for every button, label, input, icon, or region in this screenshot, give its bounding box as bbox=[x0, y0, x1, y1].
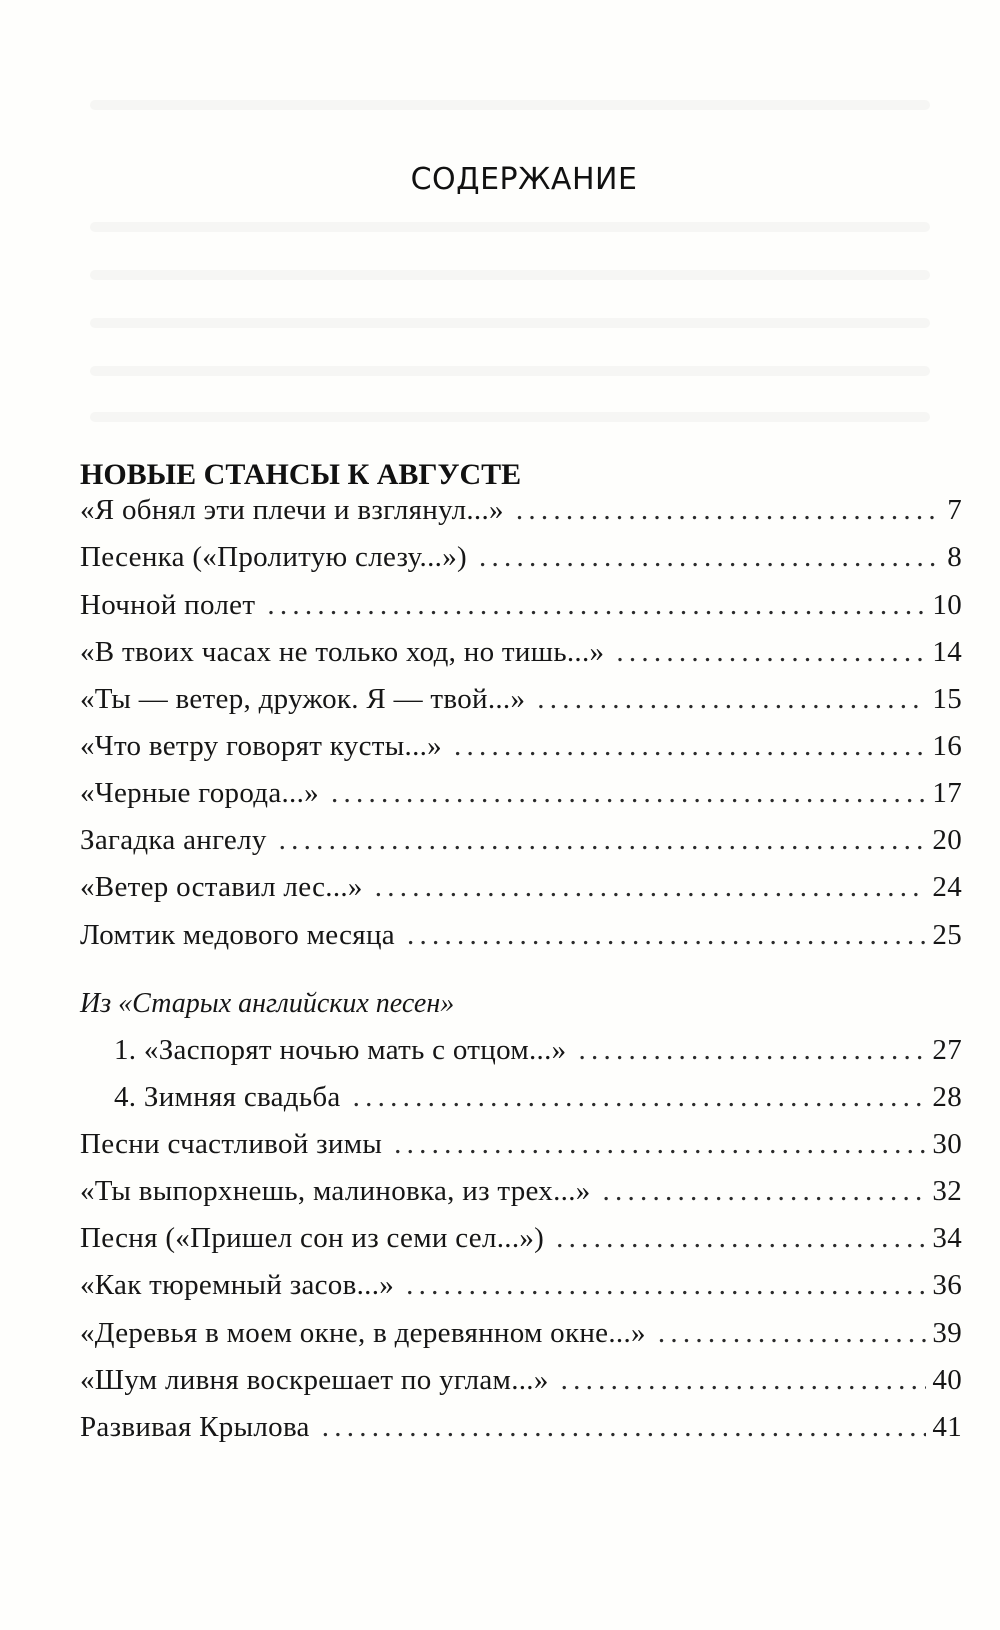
toc-entry[interactable] bbox=[80, 824, 962, 864]
dot-leader bbox=[561, 1364, 927, 1397]
toc-entry-title: Песни счастливой зимы bbox=[80, 1128, 383, 1160]
toc-entry[interactable] bbox=[80, 871, 962, 911]
dot-leader bbox=[603, 1175, 927, 1208]
toc-entry-page: 41 bbox=[932, 1411, 962, 1443]
subsection-heading: Из «Старых английских песен» bbox=[80, 988, 455, 1019]
toc-entry-title: Песня («Пришел сон из семи сел...») bbox=[80, 1222, 545, 1254]
toc-entry-page: 34 bbox=[932, 1222, 962, 1254]
toc-entry-page: 7 bbox=[947, 494, 962, 526]
toc-entry[interactable] bbox=[80, 919, 962, 959]
toc-entry-title: 1. «Заспорят ночью мать с отцом...» bbox=[114, 1034, 567, 1066]
toc-entry[interactable] bbox=[80, 730, 962, 770]
toc-entry-page: 28 bbox=[932, 1081, 962, 1113]
toc-entry-title: «Как тюремный засов...» bbox=[80, 1269, 395, 1301]
toc-entry-title: «Что ветру говорят кусты...» bbox=[80, 730, 442, 762]
toc-entry-title: Ночной полет bbox=[80, 589, 256, 621]
toc-entry-title: Песенка («Пролитую слезу...») bbox=[80, 541, 467, 573]
toc-entry[interactable] bbox=[80, 1317, 962, 1357]
dot-leader bbox=[537, 683, 926, 716]
page-title: СОДЕРЖАНИЕ bbox=[410, 162, 638, 197]
toc-entry-title: «Ты выпорхнешь, малиновка, из трех...» bbox=[80, 1175, 591, 1207]
toc-entry[interactable] bbox=[80, 1364, 962, 1404]
toc-entry-page: 14 bbox=[932, 636, 962, 668]
toc-entry-page: 36 bbox=[932, 1269, 962, 1301]
dot-leader bbox=[616, 636, 926, 669]
toc-entry-page: 40 bbox=[932, 1364, 962, 1396]
dot-leader bbox=[454, 730, 926, 763]
toc-entry-title: «Черные города...» bbox=[80, 777, 319, 809]
toc-entry-page: 24 bbox=[932, 871, 962, 903]
dot-leader bbox=[375, 871, 927, 904]
toc-entry-title: «Я обнял эти плечи и взглянул...» bbox=[80, 494, 504, 526]
dot-leader bbox=[322, 1411, 927, 1444]
dot-leader bbox=[578, 1034, 926, 1067]
dot-leader bbox=[516, 494, 941, 527]
toc-entry[interactable] bbox=[80, 636, 962, 676]
dot-leader bbox=[279, 824, 927, 857]
toc-entry[interactable] bbox=[80, 777, 962, 817]
toc-entry[interactable] bbox=[80, 1175, 962, 1215]
toc-entry-page: 8 bbox=[947, 541, 962, 573]
toc-entry[interactable] bbox=[80, 683, 962, 723]
dot-leader bbox=[556, 1222, 926, 1255]
toc-entry-page: 17 bbox=[932, 777, 962, 809]
toc-entry[interactable] bbox=[80, 1128, 962, 1168]
toc-entry[interactable] bbox=[80, 589, 962, 629]
toc-entry-page: 30 bbox=[932, 1128, 962, 1160]
toc-entry-title: «В твоих часах не только ход, но тишь...» bbox=[80, 636, 605, 668]
toc-entry-page: 27 bbox=[932, 1034, 962, 1066]
toc-entry-page: 10 bbox=[932, 589, 962, 621]
toc-entry-title: Развивая Крылова bbox=[80, 1411, 310, 1443]
toc-entry[interactable] bbox=[114, 1034, 962, 1074]
toc-entry[interactable] bbox=[80, 494, 962, 534]
dot-leader bbox=[331, 777, 926, 810]
dot-leader bbox=[658, 1317, 927, 1350]
toc-entry-title: Загадка ангелу bbox=[80, 824, 267, 856]
show-through-line bbox=[90, 222, 930, 232]
dot-leader bbox=[407, 919, 926, 952]
toc-entry-title: «Деревья в моем окне, в деревянном окне...» bbox=[80, 1317, 646, 1349]
toc-entry-page: 39 bbox=[932, 1317, 962, 1349]
show-through-line bbox=[90, 412, 930, 422]
toc-entry-page: 15 bbox=[932, 683, 962, 715]
toc-entry[interactable] bbox=[80, 1222, 962, 1262]
dot-leader bbox=[406, 1269, 926, 1302]
toc-entry-page: 32 bbox=[932, 1175, 962, 1207]
toc-entry-title: 4. Зимняя свадьба bbox=[114, 1081, 341, 1113]
dot-leader bbox=[479, 541, 941, 574]
show-through-line bbox=[90, 100, 930, 110]
toc-entry-title: «Шум ливня воскрешает по углам...» bbox=[80, 1364, 549, 1396]
dot-leader bbox=[353, 1081, 927, 1114]
toc-entry-page: 25 bbox=[932, 919, 962, 951]
toc-entry-title: «Ты — ветер, дружок. Я — твой...» bbox=[80, 683, 526, 715]
section-heading: НОВЫЕ СТАНСЫ К АВГУСТЕ bbox=[80, 458, 522, 491]
toc-entry[interactable] bbox=[80, 541, 962, 581]
toc-entry-page: 20 bbox=[932, 824, 962, 856]
toc-entry-title: Ломтик медового месяца bbox=[80, 919, 395, 951]
toc-entry-page: 16 bbox=[932, 730, 962, 762]
toc-entry[interactable] bbox=[80, 1269, 962, 1309]
toc-entry[interactable] bbox=[114, 1081, 962, 1121]
dot-leader bbox=[394, 1128, 926, 1161]
toc-entry-title: «Ветер оставил лес...» bbox=[80, 871, 363, 903]
show-through-line bbox=[90, 318, 930, 328]
toc-entry[interactable] bbox=[80, 1411, 962, 1451]
show-through-line bbox=[90, 270, 930, 280]
show-through-line bbox=[90, 366, 930, 376]
dot-leader bbox=[267, 589, 926, 622]
